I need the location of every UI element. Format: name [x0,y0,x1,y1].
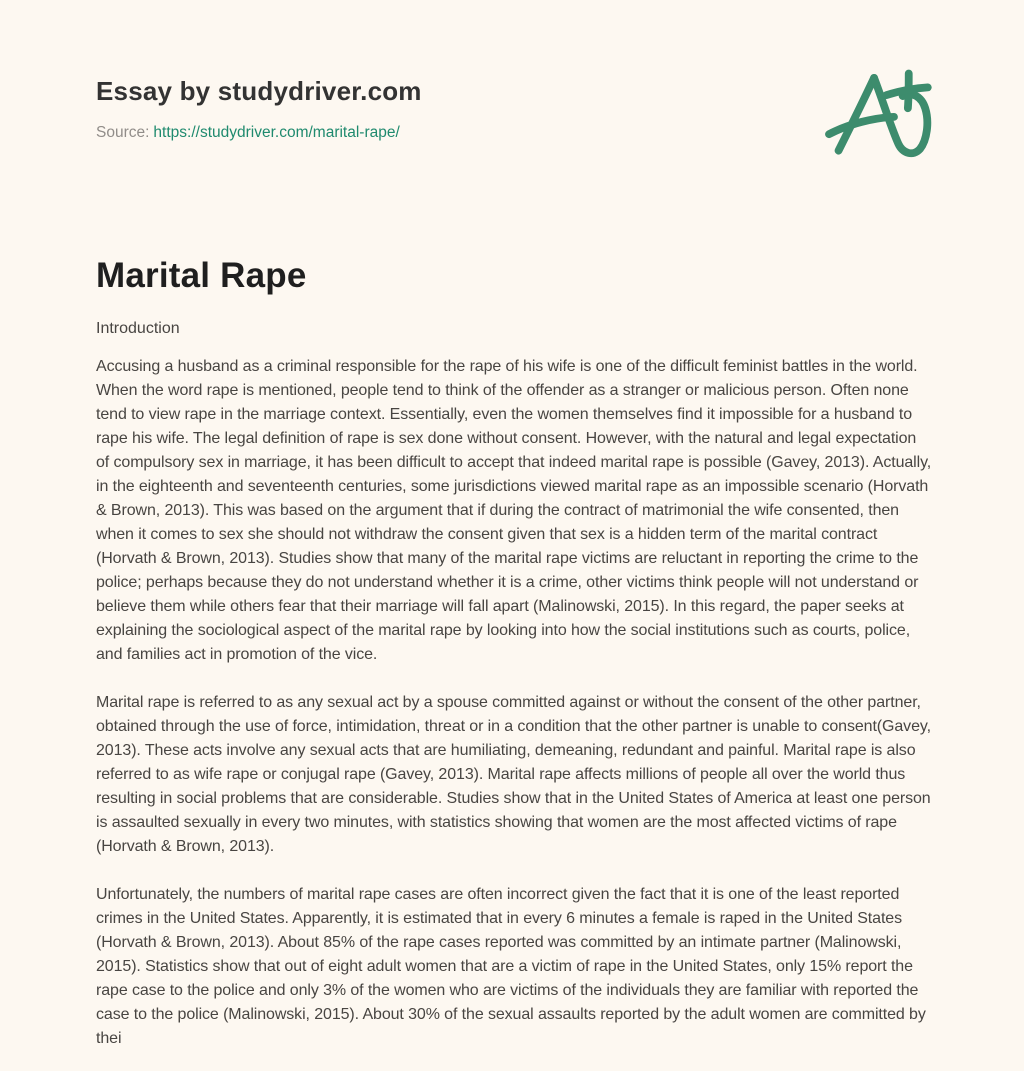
a-plus-logo [824,64,938,168]
essay-body [96,355,932,1051]
site-title: Essay by studydriver.com [96,76,422,106]
essay-paragraph: Marital rape is referred to as any sexual act by a spouse committed against or without the consent of the other partner, obtained through the use of force, intimidation, threat or in a condition that the other partner is unable to consent(Gavey, 2013). These acts involve any sexual acts that are humiliating, demeaning, redundant and painful. Marital rape is also referred to as wife rape or conjugal rape (Gavey, 2013). Marital rape affects millions of people all over the world thus resulting in social problems that are considerable. Studies show that in the United States of America at least one person is assaulted sexually in every two minutes, with statistics showing that women are the most affected victims of rape (Horvath & Brown, 2013). [96,694,931,855]
section-label-introduction: Introduction [96,320,180,337]
source-line [96,124,928,142]
source-url-link[interactable]: https://studydriver.com/marital-rape/ [153,124,400,141]
source-label: Source: [96,124,150,141]
essay-paragraph: Accusing a husband as a criminal responsible for the rape of his wife is one of the difficult feminist battles in the world. When the word rape is mentioned, people tend to think of the offender as a stranger or malicious person. Often none tend to view rape in the marriage context. Essentially, even the women themselves find it impossible for a husband to rape his wife. The legal definition of rape is sex done without consent. However, with the natural and legal expectation of compulsory sex in marriage, it has been difficult to accept that indeed marital rape is possible (Gavey, 2013). Actually, in the eighteenth and seventeenth centuries, some jurisdictions viewed marital rape as an impossible scenario (Horvath & Brown, 2013). This was based on the argument that if during the contract of matrimonial the wife consented, then when it comes to sex she should not withdraw the consent given that sex is a hidden term of the marital contract (Horvath & Brown, 2013). Studies show that many of the marital rape victims are reluctant in reporting the crime to the police; perhaps because they do not understand whether it is a crime, other victims think people will not understand or believe them while others fear that their marriage will fall apart (Malinowski, 2015). In this regard, the paper seeks at explaining the sociological aspect of the marital rape by looking into how the social institutions such as courts, police, and families act in promotion of the vice. [96,358,932,663]
essay-paragraph: Unfortunately, the numbers of marital rape cases are often incorrect given the fact that it is one of the least reported crimes in the United States. Apparently, it is estimated that in every 6 minutes a female is raped in the United States (Horvath & Brown, 2013). About 85% of the rape cases reported was committed by an intimate partner (Malinowski, 2015). Statistics show that out of eight adult women that are a victim of rape in the United States, only 15% report the rape case to the police and only 3% of the women who are victims of the individuals they are familiar with reported the case to the police (Malinowski, 2015). About 30% of the sexual assaults reported by the adult women are committed by thei [96,886,926,1047]
essay-title: Marital Rape [96,256,307,295]
